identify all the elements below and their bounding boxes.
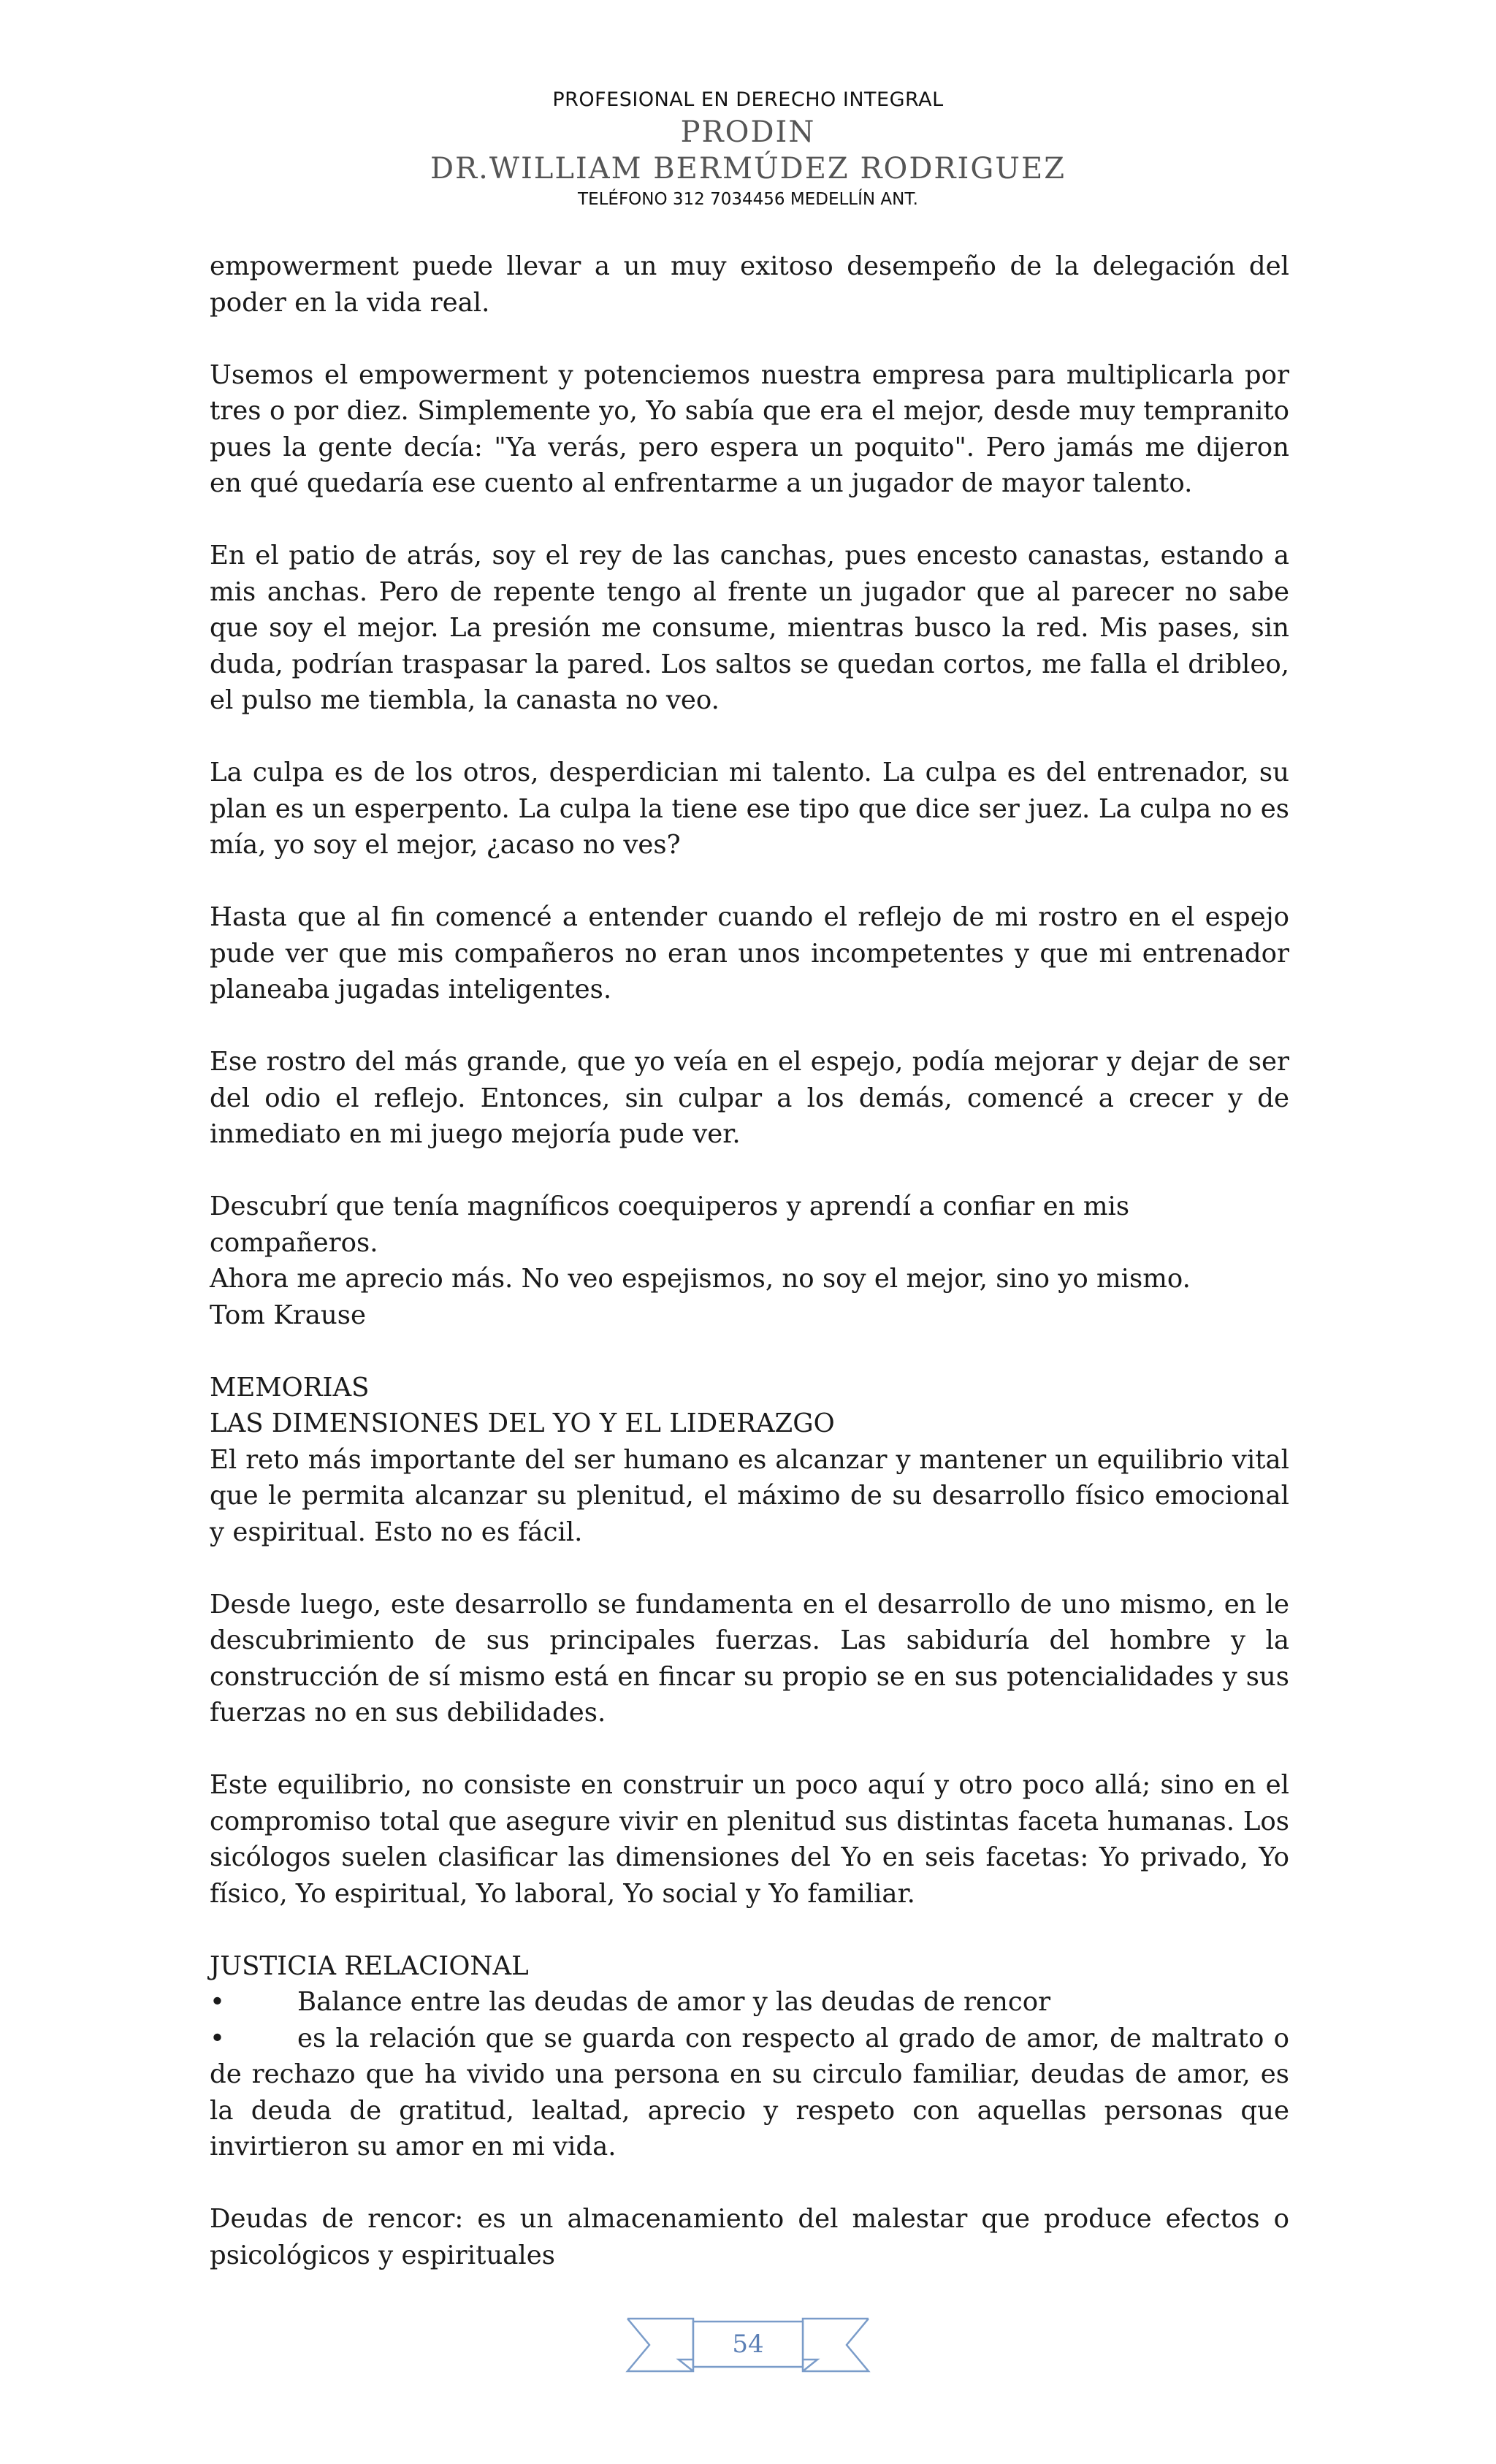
page-number: 54 (732, 2330, 764, 2359)
heading-memorias: MEMORIAS (210, 1372, 370, 1403)
header-brand: PRODIN (680, 115, 816, 149)
paragraph-culpa: La culpa es de los otros, desperdician mi talento. La culpa es del entrenador, su plan es un esperpento. La culpa la tiene ese tipo que dice ser juez. La culpa no es mía, yo soy el mejor, ¿acaso no ves? (210, 758, 1289, 860)
paragraph-deudas-rencor: Deudas de rencor: es un almacenamiento del malestar que produce efectos o psicológicos y espirituales (210, 2204, 1289, 2270)
heading-dimensiones: LAS DIMENSIONES DEL YO Y EL LIDERAZGO (210, 1408, 835, 1438)
paragraph-patio: En el patio de atrás, soy el rey de las canchas, pues encesto canastas, estando a mis anchas. Pero de repente tengo al frente un jugador que al parecer no sabe que soy el mejor. La presión me consume, mientras busco la red. Mis pases, sin duda, podrían traspasar la pared. Los saltos se quedan cortos, me falla el dribleo, el pulso me tiembla, la canasta no veo. (210, 541, 1289, 715)
header-contact: TELÉFONO 312 7034456 MEDELLÍN ANT. (578, 190, 918, 209)
poem-author: Tom Krause (210, 1300, 366, 1330)
bullet-marker: • (210, 2023, 225, 2053)
bullet-text-relacion: es la relación que se guarda con respecto al grado de amor, de maltrato o de rechazo que ha vivido una persona en su circulo familiar, deudas de amor, es la deuda de gratitud, lealtad, aprecio y respeto con aquellas personas que invirtieron su amor en mi vida. (210, 2023, 1289, 2162)
paragraph-desde-luego: Desde luego, este desarrollo se fundamenta en el desarrollo de uno mismo, en le descubrimiento de sus principales fuerzas. Las sabiduría del hombre y la construcción de sí mismo está en fincar su propio se en sus potencialidades y sus fuerzas no en sus debilidades. (210, 1589, 1289, 1728)
header-profession: PROFESIONAL EN DERECHO INTEGRAL (552, 88, 944, 111)
bullet-marker: • (210, 1987, 225, 2017)
bullet-item-balance (210, 1984, 1289, 2021)
paragraph-rostro: Ese rostro del más grande, que yo veía en el espejo, podía mejorar y dejar de ser del odio el reflejo. Entonces, sin culpar a los demás, comencé a crecer y de inmediato en mi juego mejoría pude ver. (210, 1047, 1289, 1149)
bullet-text-balance: Balance entre las deudas de amor y las deudas de rencor (297, 1987, 1051, 2017)
bullet-item-relacion (210, 2021, 1289, 2165)
heading-justicia: JUSTICIA RELACIONAL (210, 1950, 529, 1981)
paragraph-empowerment: empowerment puede llevar a un muy exitoso desempeño de la delegación del poder en la vida real. (210, 251, 1289, 318)
paragraph-reto: El reto más importante del ser humano es alcanzar y mantener un equilibrio vital que le permita alcanzar su plenitud, el máximo de su desarrollo físico emocional y espiritual. Esto no es fácil. (210, 1444, 1289, 1547)
page-header (0, 86, 1496, 212)
paragraph-descubri (210, 1189, 1289, 1333)
page-number-ribbon (625, 2308, 871, 2381)
poem-line-descubri: Descubrí que tenía magníficos coequiperos y aprendí a confiar en mis compañeros. (210, 1191, 1130, 1258)
paragraph-hasta: Hasta que al fin comencé a entender cuando el reflejo de mi rostro en el espejo pude ver que mis compañeros no eran unos incompetentes y que mi entrenador planeaba jugadas inteligentes. (210, 902, 1289, 1004)
header-author: DR.WILLIAM BERMÚDEZ RODRIGUEZ (430, 152, 1066, 186)
page-body (210, 248, 1289, 2310)
paragraph-equilibrio: Este equilibrio, no consiste en construir un poco aquí y otro poco allá; sino en el compromiso total que asegure vivir en plenitud sus distintas faceta humanas. Los sicólogos suelen clasificar las dimensiones del Yo en seis facetas: Yo privado, Yo físico, Yo espiritual, Yo laboral, Yo social y Yo familiar. (210, 1770, 1289, 1909)
poem-line-ahora: Ahora me aprecio más. No veo espejismos, no soy el mejor, sino yo mismo. (210, 1264, 1191, 1294)
paragraph-usemos: Usemos el empowerment y potenciemos nuestra empresa para multiplicarla por tres o por diez. Simplemente yo, Yo sabía que era el mejor, desde muy tempranito pues la gente decía: "Ya verás, pero espera un poquito". Pero jamás me dijeron en qué quedaría ese cuento al enfrentarme a un jugador de mayor talento. (210, 359, 1289, 498)
